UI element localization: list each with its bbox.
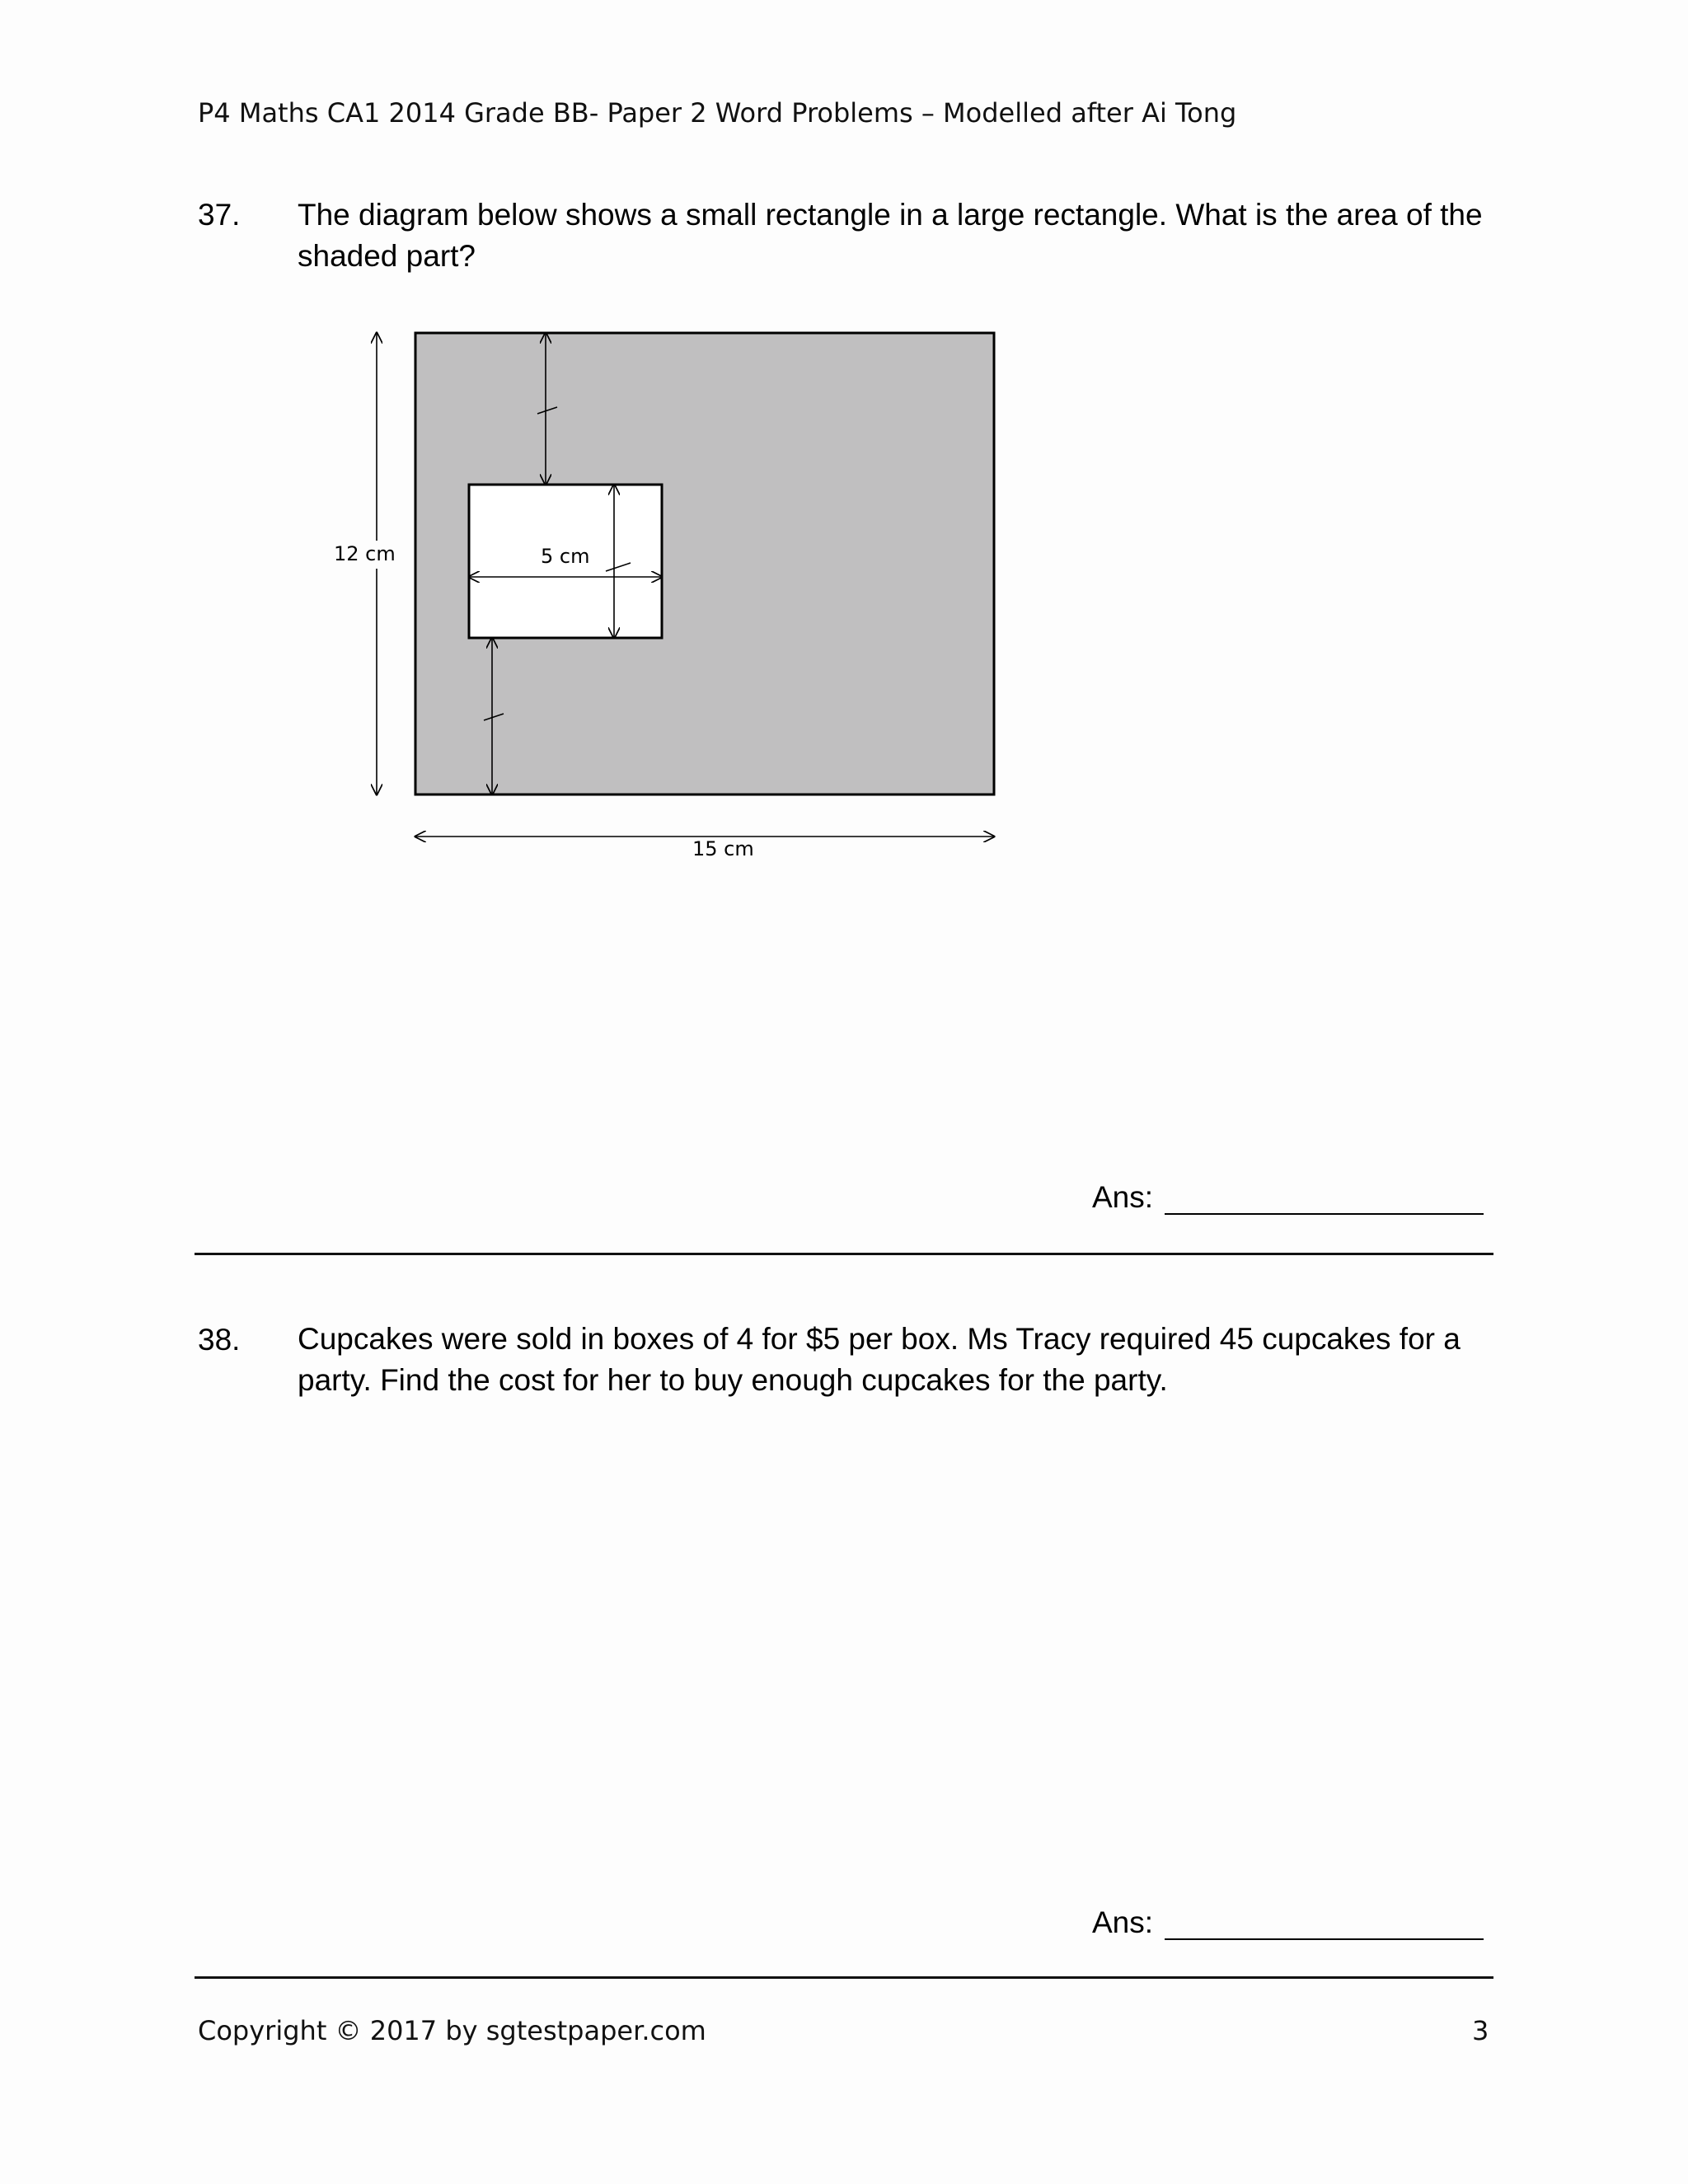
answer-label: Ans: [1092,1180,1154,1214]
question-37-text: The diagram below shows a small rectangle in a large rectangle. What is the area of the shaded part? [298,198,1483,273]
question-37-number: 37. [198,198,241,232]
copyright-text: Copyright © 2017 by sgtestpaper.com [198,2015,706,2046]
page-number: 3 [1472,2015,1489,2046]
answer-blank-38[interactable] [1165,1914,1484,1940]
answer-label: Ans: [1092,1905,1154,1939]
inner-width-label: 5 cm [541,545,590,568]
question-37-answer [1092,1180,1484,1215]
divider-line [195,1976,1493,1979]
question-38-number: 38. [198,1323,241,1357]
width-label: 15 cm [692,837,754,860]
question-38-answer [1092,1905,1484,1940]
answer-blank-37[interactable] [1165,1188,1484,1215]
rectangle-diagram [313,313,1030,874]
divider-line [195,1253,1493,1255]
question-38-text: Cupcakes were sold in boxes of 4 for $5 per box. Ms Tracy required 45 cupcakes for a party. Find the cost for her to buy enough cupcakes for the party. [298,1322,1461,1397]
page-header: P4 Maths CA1 2014 Grade BB- Paper 2 Word Problems – Modelled after Ai Tong [198,97,1237,129]
height-label: 12 cm [334,542,396,565]
